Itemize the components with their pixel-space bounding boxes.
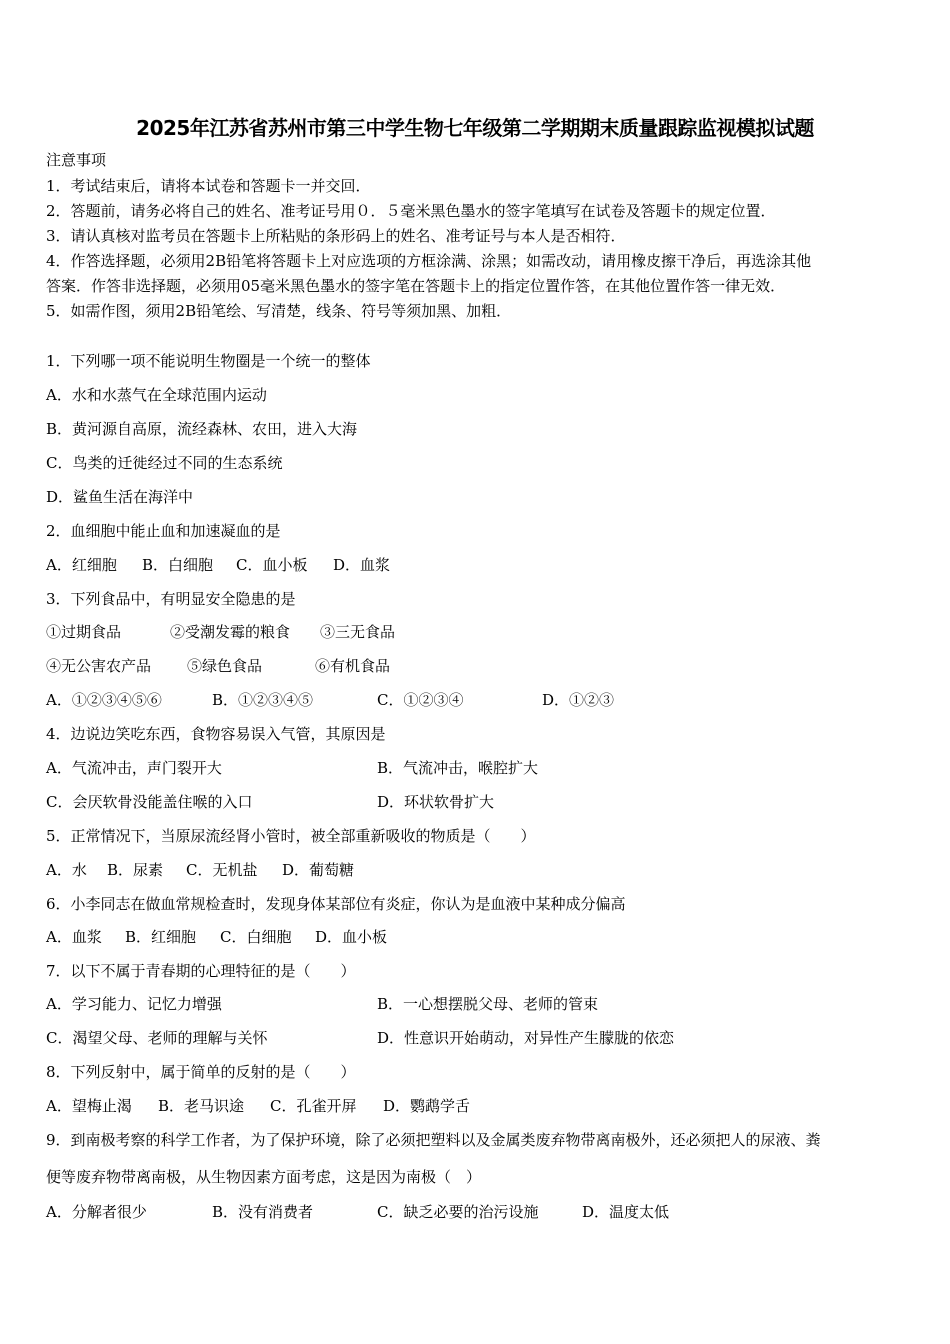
question-stem: 5．正常情况下，当原尿流经肾小管时，被全部重新吸收的物质是（ ） [46, 827, 536, 845]
option-b: B．红细胞 [125, 928, 197, 946]
option-d: D．性意识开始萌动，对异性产生朦胧的依恋 [377, 1029, 675, 1047]
option-a: A．水和水蒸气在全球范围内运动 [46, 386, 267, 404]
question-stem: 便等废弃物带离南极，从生物因素方面考虑，这是因为南极（ ） [46, 1168, 482, 1186]
option-b: B．没有消费者 [212, 1203, 314, 1221]
option-d: D．血小板 [315, 928, 388, 946]
note-item: 4．作答选择题，必须用2B铅笔将答题卡上对应选项的方框涂满、涂黑；如需改动，请用橡皮擦干净后，再选涂其他 [46, 252, 812, 270]
option-b: B．老马识途 [158, 1097, 245, 1115]
question-stem: 8．下列反射中，属于简单的反射的是（ ） [46, 1063, 356, 1081]
option-b: B．尿素 [107, 861, 164, 879]
food-item: ③三无食品 [320, 623, 396, 641]
option-d: D．温度太低 [582, 1203, 670, 1221]
food-item: ⑤绿色食品 [187, 657, 263, 675]
option-a: A．气流冲击，声门裂开大 [46, 759, 222, 777]
option-d: D．①②③ [542, 691, 615, 709]
question-stem: 4．边说边笑吃东西，食物容易误入气管，其原因是 [46, 725, 386, 743]
option-a: A．①②③④⑤⑥ [46, 691, 162, 709]
question-stem: 7．以下不属于青春期的心理特征的是（ ） [46, 962, 356, 980]
option-a: A．分解者很少 [46, 1203, 147, 1221]
note-item: 5．如需作图，须用2B铅笔绘、写清楚，线条、符号等须加黑、加粗． [46, 302, 512, 320]
food-item: ④无公害农产品 [46, 657, 152, 675]
question-stem: 1．下列哪一项不能说明生物圈是一个统一的整体 [46, 352, 371, 370]
question-stem: 9．到南极考察的科学工作者，为了保护环境，除了必须把塑料以及金属类废弃物带离南极外，还必须把人的尿液、粪 [46, 1131, 821, 1149]
option-b: B．黄河源自高原，流经森林、农田，进入大海 [46, 420, 358, 438]
question-stem: 2．血细胞中能止血和加速凝血的是 [46, 522, 281, 540]
option-a: A．血浆 [46, 928, 102, 946]
option-d: D．环状软骨扩大 [377, 793, 495, 811]
option-a: A．学习能力、记忆力增强 [46, 995, 222, 1013]
option-b: B．气流冲击，喉腔扩大 [377, 759, 539, 777]
question-stem: 3．下列食品中，有明显安全隐患的是 [46, 590, 296, 608]
option-c: C．会厌软骨没能盖住喉的入口 [46, 793, 253, 811]
option-c: C．血小板 [236, 556, 308, 574]
option-c: C．白细胞 [220, 928, 292, 946]
option-d: D．鹦鹉学舌 [383, 1097, 471, 1115]
note-item: 答案．作答非选择题，必须用05毫米黑色墨水的签字笔在答题卡上的指定位置作答，在其他位置作答一律无效． [46, 277, 786, 295]
option-c: C．渴望父母、老师的理解与关怀 [46, 1029, 268, 1047]
option-d: D．葡萄糖 [282, 861, 355, 879]
option-d: D．鲨鱼生活在海洋中 [46, 488, 194, 506]
food-item: ①过期食品 [46, 623, 122, 641]
option-a: A．红细胞 [46, 556, 117, 574]
option-c: C．无机盐 [186, 861, 258, 879]
exam-title: 2025年江苏省苏州市第三中学生物七年级第二学期期末质量跟踪监视模拟试题 [136, 116, 814, 140]
option-c: C．鸟类的迁徙经过不同的生态系统 [46, 454, 283, 472]
option-b: B．白细胞 [142, 556, 214, 574]
option-a: A．望梅止渴 [46, 1097, 132, 1115]
note-item: 3．请认真核对监考员在答题卡上所粘贴的条形码上的姓名、准考证号与本人是否相符． [46, 227, 626, 245]
notes-heading: 注意事项 [46, 151, 107, 169]
option-b: B．一心想摆脱父母、老师的管束 [377, 995, 599, 1013]
food-item: ②受潮发霉的粮食 [170, 623, 291, 641]
option-b: B．①②③④⑤ [212, 691, 314, 709]
note-item: 1．考试结束后，请将本试卷和答题卡一并交回． [46, 177, 371, 195]
option-c: C．①②③④ [377, 691, 464, 709]
option-c: C．孔雀开屏 [270, 1097, 357, 1115]
note-item: 2．答题前，请务必将自己的姓名、准考证号用０．５毫米黑色墨水的签字笔填写在试卷及答题卡的规定位置． [46, 202, 776, 220]
option-c: C．缺乏必要的治污设施 [377, 1203, 539, 1221]
option-d: D．血浆 [333, 556, 391, 574]
option-a: A．水 [46, 861, 87, 879]
question-stem: 6．小李同志在做血常规检查时，发现身体某部位有炎症，你认为是血液中某种成分偏高 [46, 895, 626, 913]
food-item: ⑥有机食品 [315, 657, 391, 675]
